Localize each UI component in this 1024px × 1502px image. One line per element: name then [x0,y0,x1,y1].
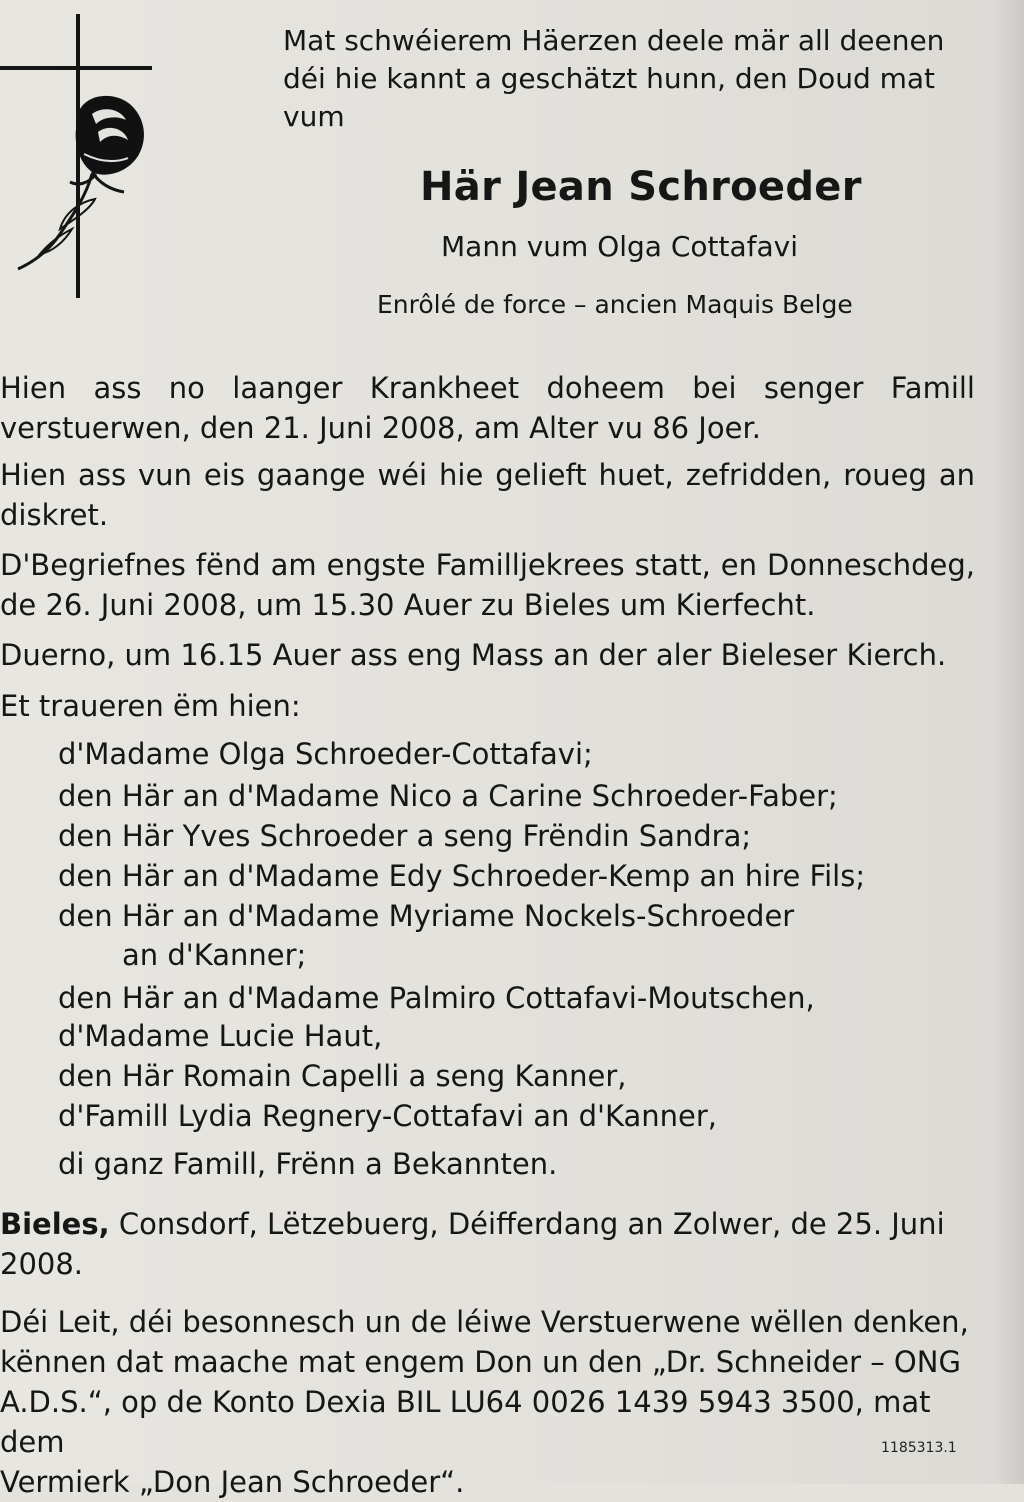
donation-text [0,1302,990,1502]
place-year: 2008. [0,1247,84,1281]
donation-line: Déi Leit, déi besonnesch un de léiwe Verstuerwene wëllen denken, [0,1305,969,1339]
intro-line: Mat schwéierem Häerzen deele mär all deenen [283,24,945,57]
mourner-line: d'Famill Lydia Regnery-Cottafavi an d'Kanner, [58,1099,717,1133]
donation-line: kënnen dat maache mat engem Don un den „Dr. Schneider – ONG [0,1345,961,1379]
intro-line: vum [283,100,345,133]
mourner-line: d'Madame Olga Schroeder-Cottafavi; [58,737,593,771]
title-line: Enrôlé de force – ancien Maquis Belge [377,290,853,319]
spouse-line: Mann vum Olga Cottafavi [441,230,799,263]
donation-line: Vermierk „Don Jean Schroeder“. [0,1465,465,1499]
mourners-intro: Et traueren ëm hien: [0,689,301,723]
deceased-name: Här Jean Schroeder [420,164,862,210]
paragraph-character [0,455,990,535]
cross-rose-icon [0,14,160,304]
paragraph-funeral [0,545,990,625]
mourner-line: den Här an d'Madame Palmiro Cottafavi-Moutschen, [58,981,815,1015]
place-bold: Bieles, [0,1207,110,1241]
reference-number: 1185313.1 [881,1440,957,1456]
mourner-line: den Här Yves Schroeder a seng Frëndin Sandra; [58,819,752,853]
intro-line: déi hie kannt a geschätzt hunn, den Doud mat [283,62,936,95]
paragraph-line: D'Begriefnes fënd am engste Familljekrees statt, en Donneschdeg, [0,548,975,582]
mourner-line: di ganz Famill, Frënn a Bekannten. [58,1147,558,1181]
paragraph-line: diskret. [0,498,109,532]
page-edge-shadow [994,0,1024,1484]
place-rest: Consdorf, Lëtzebuerg, Déifferdang an Zolwer, de 25. Juni [109,1207,945,1241]
paragraph-line: de 26. Juni 2008, um 15.30 Auer zu Bieles um Kierfecht. [0,588,816,622]
mourner-line: den Här an d'Madame Edy Schroeder-Kemp an hire Fils; [58,859,866,893]
donation-line: A.D.S.“, op de Konto Dexia BIL LU64 0026 1439 5943 3500, mat dem [0,1385,931,1459]
paragraph-line: verstuerwen, den 21. Juni 2008, am Alter vu 86 Joer. [0,411,761,445]
place-date [0,1204,990,1284]
paragraph-mass [0,635,990,675]
intro-text [283,22,944,136]
mourner-line: den Här an d'Madame Nico a Carine Schroeder-Faber; [58,779,838,813]
paragraph-line: Duerno, um 16.15 Auer ass eng Mass an der aler Bieleser Kierch. [0,638,947,672]
mourner-line: an d'Kanner; [122,938,307,972]
paragraph-line: Hien ass vun eis gaange wéi hie gelieft huet, zefridden, roueg an [0,458,975,492]
paragraph-death [0,368,990,448]
mourner-line: den Här an d'Madame Myriame Nockels-Schroeder [58,899,795,933]
mourner-line: den Här Romain Capelli a seng Kanner, [58,1059,627,1093]
mourner-line: d'Madame Lucie Haut, [58,1019,383,1053]
paragraph-line: Hien ass no laanger Krankheet doheem bei senger Famill [0,371,975,405]
